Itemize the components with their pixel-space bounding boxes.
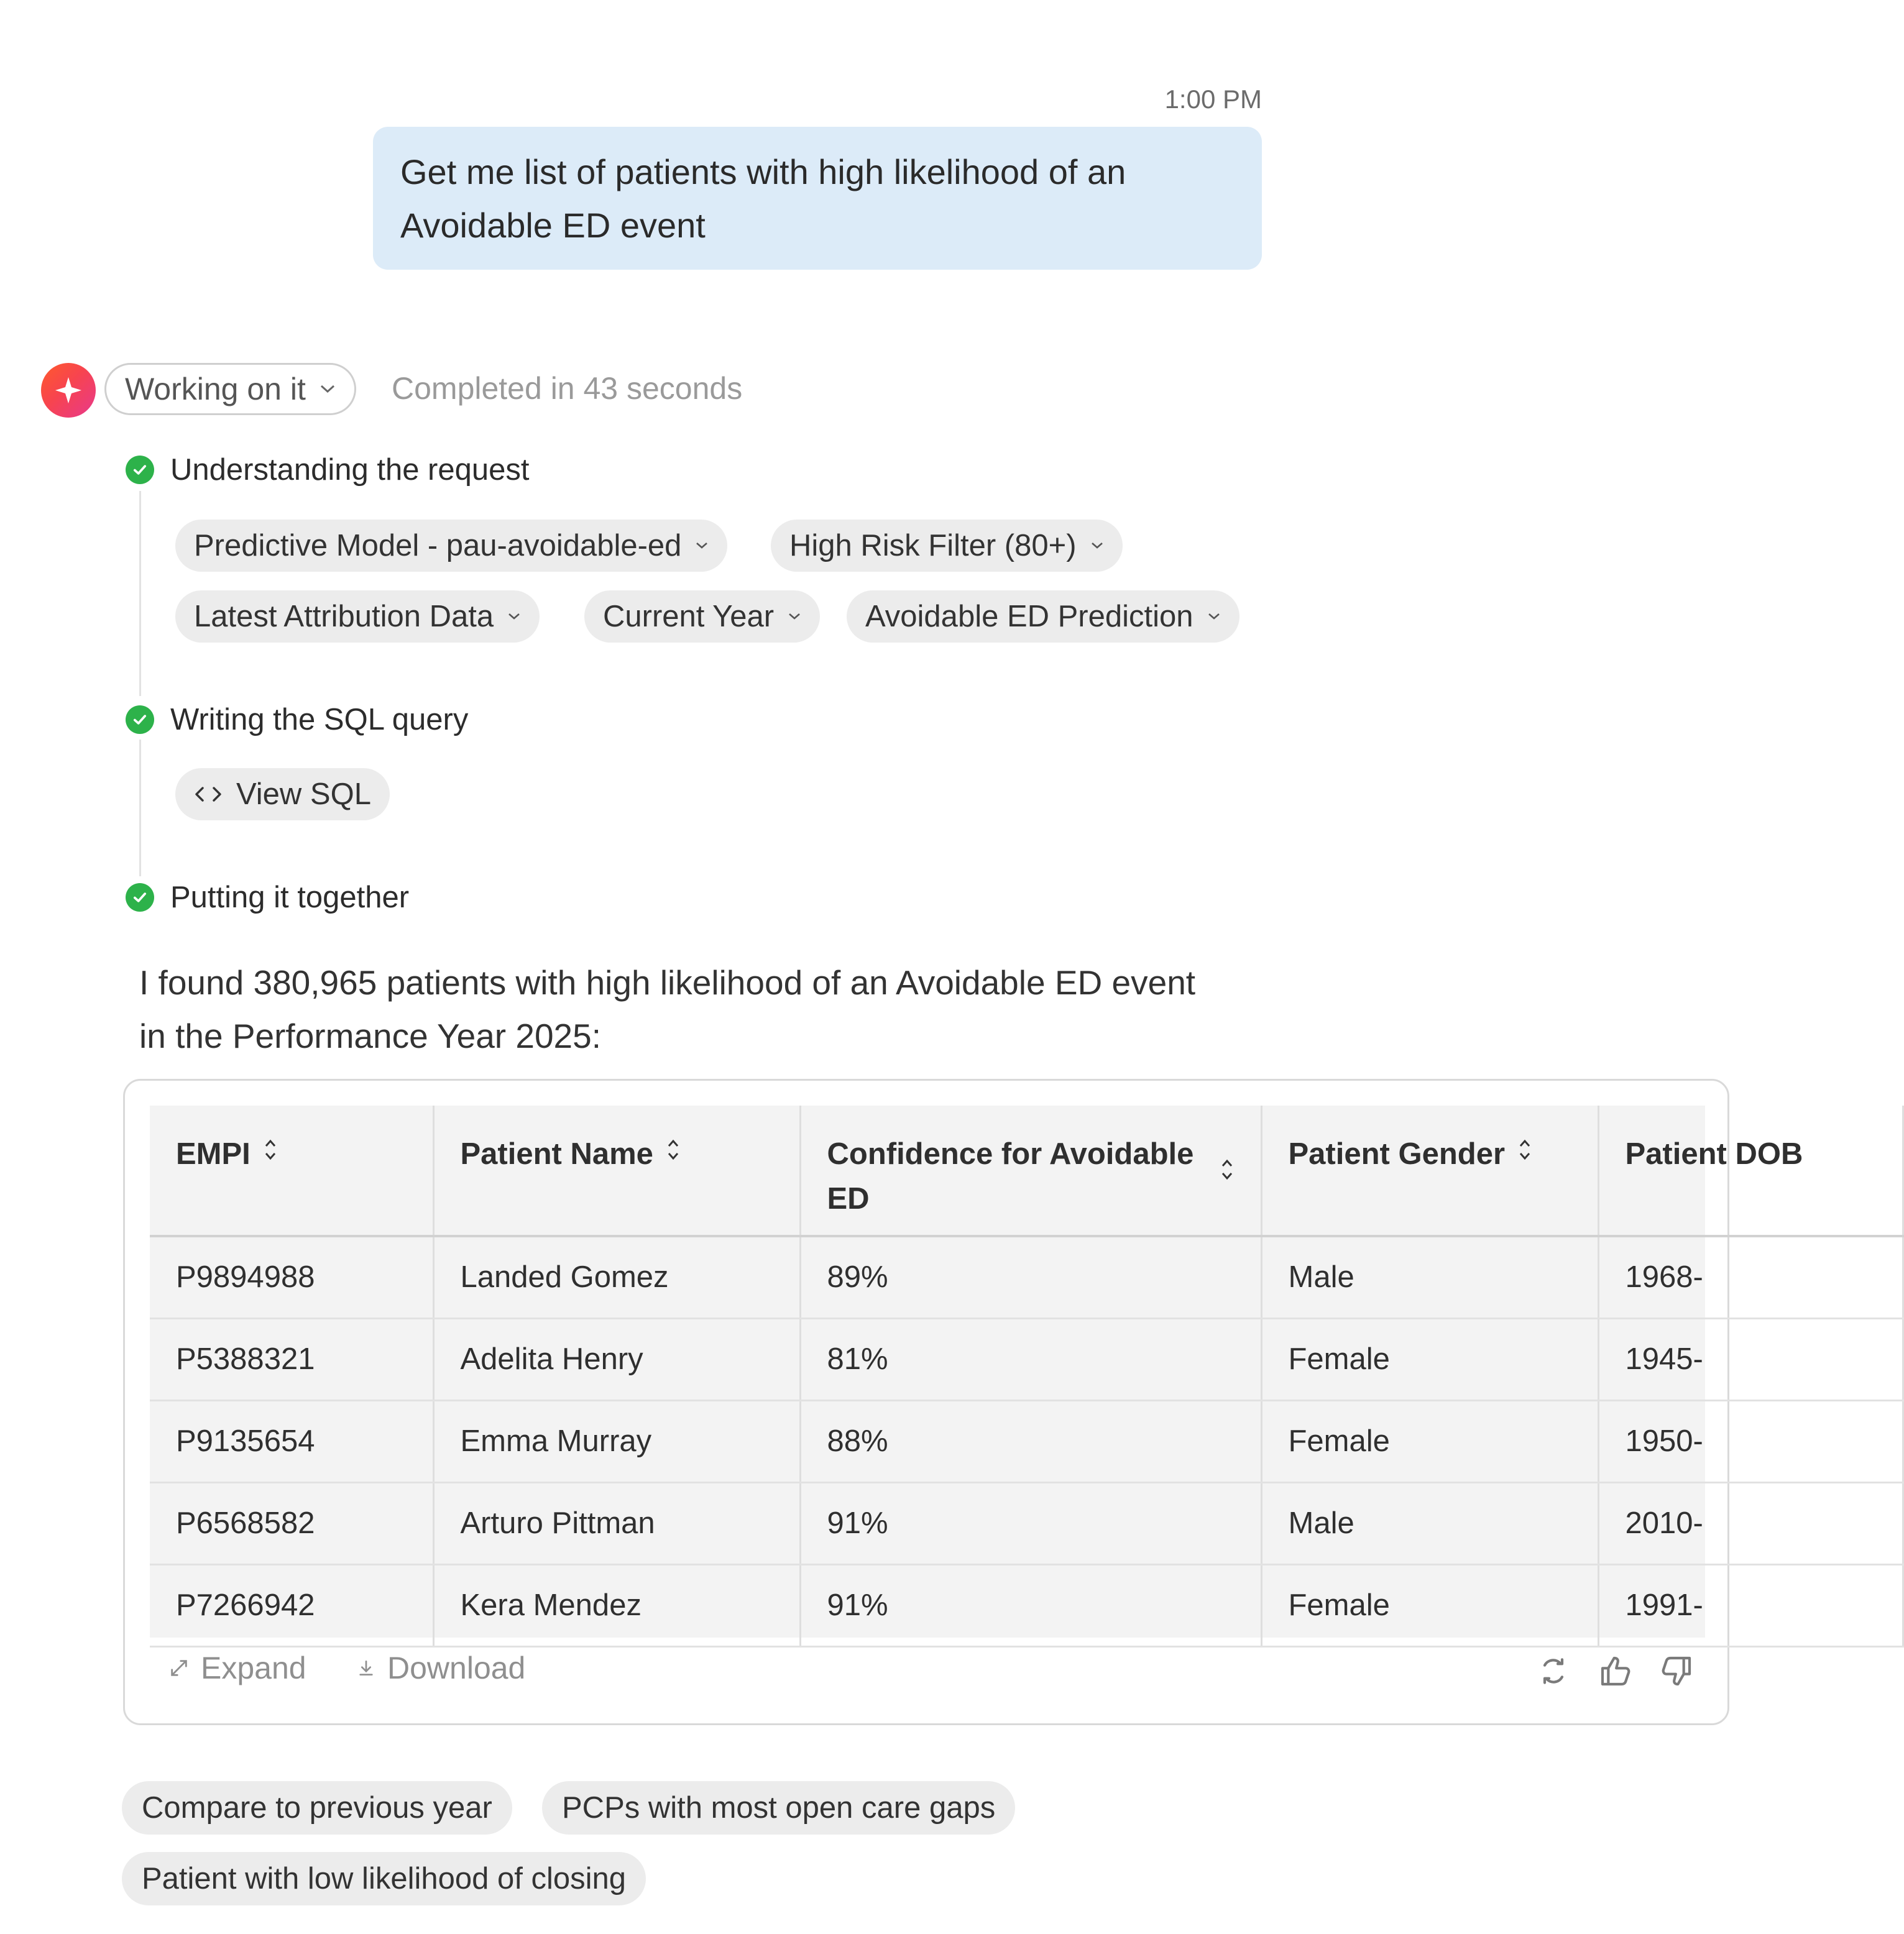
step-title: Putting it together — [170, 881, 410, 914]
cell-patient-name: Landed Gomez — [433, 1236, 800, 1318]
table-row[interactable] — [150, 1400, 1903, 1482]
chip-high-risk-filter[interactable] — [771, 520, 1123, 572]
chip-latest-attribution[interactable] — [175, 590, 540, 643]
sort-icon — [666, 1137, 681, 1163]
cell-gender: Female — [1261, 1400, 1598, 1482]
table-row[interactable] — [150, 1482, 1903, 1564]
step-title: Understanding the request — [170, 453, 530, 487]
column-header-empi[interactable] — [150, 1106, 433, 1236]
cell-gender: Female — [1261, 1564, 1598, 1646]
column-header-label: Patient DOB — [1625, 1137, 1803, 1171]
chip-predictive-model[interactable] — [175, 520, 727, 572]
working-status-label: Working on it — [125, 372, 306, 406]
step-understanding — [126, 452, 530, 487]
working-status-dropdown[interactable] — [104, 363, 356, 415]
step-writing-sql — [126, 702, 468, 737]
suggestion-pcps-open-care-gaps[interactable] — [542, 1781, 1015, 1835]
expand-button[interactable] — [168, 1650, 306, 1686]
suggestion-label: Patient with low likelihood of closing — [142, 1862, 626, 1895]
message-timestamp: 1:00 PM — [1164, 85, 1262, 114]
cell-dob: 1945- — [1598, 1318, 1903, 1400]
table-scroll-area[interactable] — [150, 1106, 1803, 1638]
cell-empi: P6568582 — [150, 1482, 433, 1564]
cell-patient-name: Emma Murray — [433, 1400, 800, 1482]
column-header-label: Confidence for Avoidable ED — [827, 1137, 1194, 1216]
thumbs-up-icon[interactable] — [1598, 1654, 1633, 1689]
table-row[interactable] — [150, 1318, 1903, 1400]
expand-icon — [168, 1657, 190, 1679]
chevron-down-icon — [1207, 612, 1221, 621]
completed-time: Completed in 43 seconds — [392, 371, 743, 406]
download-button[interactable] — [356, 1650, 525, 1686]
suggestion-label: Compare to previous year — [142, 1791, 492, 1825]
chevron-down-icon — [695, 541, 709, 550]
column-header-patient-name[interactable] — [433, 1106, 800, 1236]
view-sql-button[interactable] — [175, 768, 390, 820]
code-icon — [194, 785, 223, 804]
column-header-label: Patient Name — [460, 1137, 653, 1171]
cell-patient-name: Arturo Pittman — [433, 1482, 800, 1564]
cell-dob: 2010- — [1598, 1482, 1903, 1564]
table-row[interactable] — [150, 1236, 1903, 1318]
check-icon — [126, 456, 154, 484]
table-card-footer — [125, 1650, 1727, 1703]
cell-empi: P7266942 — [150, 1564, 433, 1646]
cell-confidence: 91% — [800, 1564, 1261, 1646]
cell-gender: Male — [1261, 1482, 1598, 1564]
cell-confidence: 81% — [800, 1318, 1261, 1400]
cell-empi: P5388321 — [150, 1318, 433, 1400]
sort-icon — [263, 1137, 278, 1163]
cell-confidence: 88% — [800, 1400, 1261, 1482]
table-row[interactable] — [150, 1564, 1903, 1646]
expand-label: Expand — [201, 1651, 306, 1685]
download-label: Download — [387, 1651, 526, 1685]
column-header-gender[interactable] — [1261, 1106, 1598, 1236]
cell-gender: Male — [1261, 1236, 1598, 1318]
chip-current-year[interactable] — [584, 590, 820, 643]
chip-label: Latest Attribution Data — [194, 600, 494, 633]
chip-avoidable-ed-prediction[interactable] — [847, 590, 1239, 643]
user-message-text: Get me list of patients with high likelihood of an Avoidable ED event — [400, 152, 1126, 245]
result-summary: I found 380,965 patients with high likelihood of an Avoidable ED event in the Performance Year 2025: — [139, 963, 1196, 1055]
suggestion-label: PCPs with most open care gaps — [562, 1791, 996, 1825]
cell-patient-name: Adelita Henry — [433, 1318, 800, 1400]
column-header-label: Patient Gender — [1288, 1137, 1506, 1171]
chevron-down-icon — [507, 612, 521, 621]
step-putting-together — [126, 880, 409, 915]
column-header-label: EMPI — [176, 1137, 251, 1171]
timeline-line — [139, 740, 141, 876]
assistant-avatar — [41, 363, 96, 418]
regenerate-icon[interactable] — [1536, 1654, 1571, 1689]
column-header-confidence[interactable] — [800, 1106, 1261, 1236]
chip-label: High Risk Filter (80+) — [789, 529, 1077, 562]
timeline-line — [139, 491, 141, 696]
cell-empi: P9135654 — [150, 1400, 433, 1482]
step-title: Writing the SQL query — [170, 703, 469, 736]
chip-label: Current Year — [603, 600, 775, 633]
user-message-bubble — [373, 127, 1262, 270]
suggestion-low-likelihood-closing[interactable] — [122, 1852, 646, 1905]
cell-confidence: 89% — [800, 1236, 1261, 1318]
result-table-card — [123, 1079, 1803, 1725]
chevron-down-icon — [788, 612, 801, 621]
cell-gender: Female — [1261, 1318, 1598, 1400]
suggestion-compare-previous-year[interactable] — [122, 1781, 512, 1835]
check-icon — [126, 705, 154, 734]
cell-confidence: 91% — [800, 1482, 1261, 1564]
cell-dob: 1991- — [1598, 1564, 1903, 1646]
chip-label: Avoidable ED Prediction — [865, 600, 1193, 633]
download-icon — [356, 1657, 376, 1679]
cell-patient-name: Kera Mendez — [433, 1564, 800, 1646]
sparkle-icon — [54, 376, 83, 405]
chevron-down-icon — [1090, 541, 1104, 550]
thumbs-down-icon[interactable] — [1659, 1654, 1694, 1689]
sort-icon — [1517, 1137, 1532, 1163]
check-icon — [126, 883, 154, 912]
table-header-row — [150, 1106, 1903, 1236]
cell-dob: 1968- — [1598, 1236, 1903, 1318]
chip-label: Predictive Model - pau-avoidable-ed — [194, 529, 682, 562]
cell-dob: 1950- — [1598, 1400, 1903, 1482]
cell-empi: P9894988 — [150, 1236, 433, 1318]
view-sql-label: View SQL — [236, 777, 371, 811]
column-header-dob[interactable] — [1598, 1106, 1903, 1236]
chevron-down-icon — [320, 384, 336, 394]
patients-table — [150, 1106, 1904, 1648]
sort-icon — [1220, 1157, 1235, 1183]
